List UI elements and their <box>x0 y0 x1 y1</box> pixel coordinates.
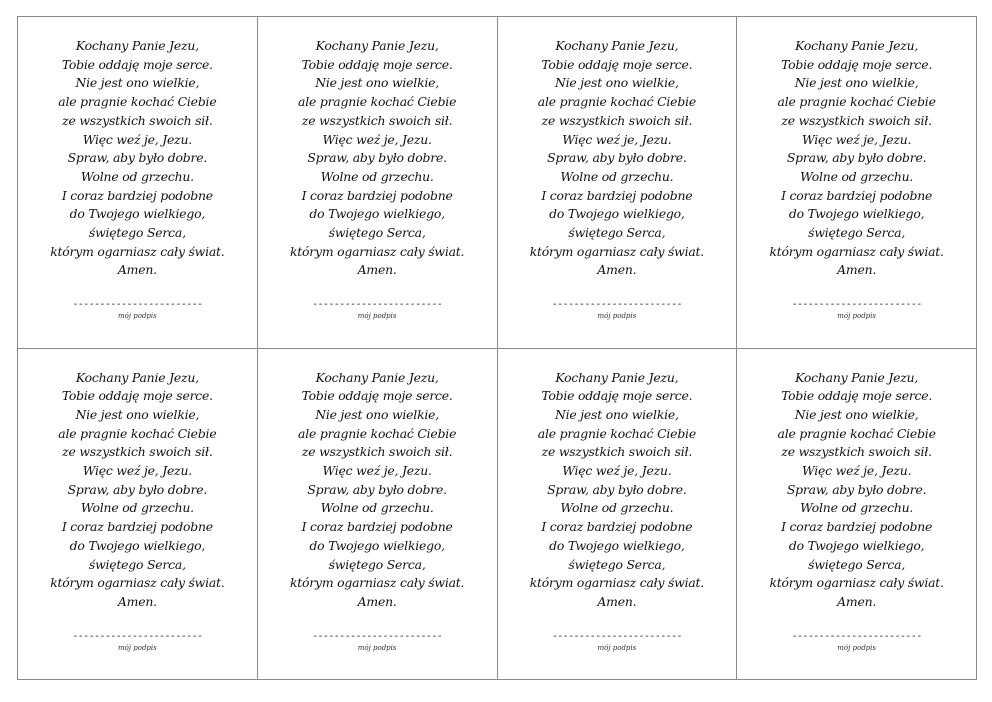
prayer-line: I coraz bardziej podobne <box>541 519 693 535</box>
prayer-line: Nie jest ono wielkie, <box>315 75 440 91</box>
prayer-line: Tobie oddaję moje serce. <box>301 388 453 404</box>
prayer-text <box>290 369 464 612</box>
prayer-line: ale pragnie kochać Ciebie <box>777 425 936 441</box>
signature-line: ------------------------ <box>72 299 203 311</box>
prayer-line: do Twojego wielkiego, <box>69 537 206 553</box>
prayer-text <box>530 369 704 612</box>
prayer-line: Kochany Panie Jezu, <box>75 38 199 53</box>
prayer-line: którym ogarniasz cały świat. <box>289 243 465 259</box>
prayer-line: Nie jest ono wielkie, <box>794 406 919 422</box>
prayer-line: świętego Serca, <box>328 556 426 572</box>
prayer-line: świętego Serca, <box>568 556 666 572</box>
prayer-card <box>18 17 258 349</box>
prayer-line: Kochany Panie Jezu, <box>315 38 439 53</box>
prayer-card <box>498 349 738 681</box>
prayer-line: którym ogarniasz cały świat. <box>529 243 705 259</box>
prayer-line: I coraz bardziej podobne <box>541 187 693 203</box>
prayer-line: do Twojego wielkiego, <box>69 206 206 222</box>
prayer-line: Kochany Panie Jezu, <box>555 38 679 53</box>
prayer-line: ze wszystkich swoich sił. <box>541 444 693 460</box>
prayer-line: Nie jest ono wielkie, <box>75 406 200 422</box>
prayer-line: Amen. <box>357 262 397 278</box>
prayer-line: do Twojego wielkiego, <box>788 537 925 553</box>
prayer-line: którym ogarniasz cały świat. <box>769 243 944 259</box>
prayer-line: którym ogarniasz cały świat. <box>50 575 225 591</box>
prayer-line: ze wszystkich swoich sił. <box>62 444 213 460</box>
prayer-line: Nie jest ono wielkie, <box>554 406 679 422</box>
prayer-line: Więc weź je, Jezu. <box>562 131 672 147</box>
prayer-card <box>737 349 977 681</box>
prayer-line: Tobie oddaję moje serce. <box>781 56 933 72</box>
signature-line: ------------------------ <box>72 630 203 642</box>
prayer-line: I coraz bardziej podobne <box>781 519 933 535</box>
prayer-line: Tobie oddaję moje serce. <box>781 388 933 404</box>
prayer-line: I coraz bardziej podobne <box>61 519 213 535</box>
prayer-text <box>769 369 943 612</box>
prayer-line: którym ogarniasz cały świat. <box>769 575 944 591</box>
prayer-line: świętego Serca, <box>88 225 186 241</box>
prayer-line: Spraw, aby było dobre. <box>547 481 687 497</box>
prayer-line: świętego Serca, <box>328 225 426 241</box>
prayer-line: ale pragnie kochać Ciebie <box>298 425 457 441</box>
prayer-line: Wolne od grzechu. <box>320 500 434 516</box>
prayer-line: ze wszystkich swoich sił. <box>62 112 213 128</box>
prayer-line: Kochany Panie Jezu, <box>75 369 199 385</box>
prayer-line: Więc weź je, Jezu. <box>82 131 193 147</box>
prayer-line: Amen. <box>837 262 877 278</box>
signature-caption: mój podpis <box>118 312 157 321</box>
prayer-line: ze wszystkich swoich sił. <box>541 112 693 128</box>
prayer-line: Tobie oddaję moje serce. <box>541 56 693 72</box>
prayer-line: ze wszystkich swoich sił. <box>781 444 932 460</box>
signature-line: ------------------------ <box>551 299 682 311</box>
prayer-line: Nie jest ono wielkie, <box>315 406 440 422</box>
prayer-line: Więc weź je, Jezu. <box>82 463 193 479</box>
signature-caption: mój podpis <box>837 643 876 652</box>
signature-caption: mój podpis <box>357 312 397 321</box>
prayer-line: Więc weź je, Jezu. <box>322 131 432 147</box>
prayer-card <box>258 17 498 349</box>
prayer-line: Spraw, aby było dobre. <box>307 481 447 497</box>
prayer-line: Kochany Panie Jezu, <box>795 38 919 53</box>
prayer-line: Wolne od grzechu. <box>800 168 914 184</box>
prayer-line: ze wszystkich swoich sił. <box>781 112 932 128</box>
prayer-line: Wolne od grzechu. <box>560 500 674 516</box>
prayer-card <box>737 17 977 349</box>
prayer-line: Spraw, aby było dobre. <box>67 150 208 166</box>
prayer-line: Spraw, aby było dobre. <box>307 150 447 166</box>
prayer-line: świętego Serca, <box>808 556 906 572</box>
prayer-text <box>50 37 224 280</box>
prayer-line: świętego Serca, <box>88 556 186 572</box>
prayer-line: do Twojego wielkiego, <box>549 206 685 222</box>
signature-line: ------------------------ <box>791 299 922 311</box>
prayer-line: Amen. <box>357 593 397 609</box>
prayer-card-sheet <box>17 16 977 680</box>
prayer-line: Tobie oddaję moje serce. <box>61 388 213 404</box>
signature-caption: mój podpis <box>118 643 157 652</box>
prayer-line: ale pragnie kochać Ciebie <box>537 94 696 110</box>
prayer-line: Więc weź je, Jezu. <box>801 131 912 147</box>
prayer-line: Wolne od grzechu. <box>80 168 194 184</box>
prayer-line: I coraz bardziej podobne <box>781 187 933 203</box>
prayer-line: Kochany Panie Jezu, <box>795 369 919 385</box>
prayer-text <box>769 37 943 280</box>
prayer-text <box>530 37 704 280</box>
prayer-line: świętego Serca, <box>808 225 906 241</box>
prayer-line: ze wszystkich swoich sił. <box>301 444 453 460</box>
prayer-line: Nie jest ono wielkie, <box>554 75 679 91</box>
prayer-line: Tobie oddaję moje serce. <box>541 388 693 404</box>
prayer-line: Amen. <box>117 262 157 278</box>
prayer-line: Wolne od grzechu. <box>560 168 674 184</box>
prayer-line: ze wszystkich swoich sił. <box>301 112 453 128</box>
prayer-line: Kochany Panie Jezu, <box>555 369 679 385</box>
prayer-line: do Twojego wielkiego, <box>309 537 445 553</box>
prayer-text <box>50 369 224 612</box>
prayer-line: I coraz bardziej podobne <box>301 519 453 535</box>
prayer-line: do Twojego wielkiego, <box>788 206 925 222</box>
prayer-line: Amen. <box>597 262 637 278</box>
prayer-line: ale pragnie kochać Ciebie <box>58 425 217 441</box>
prayer-line: Nie jest ono wielkie, <box>75 75 200 91</box>
prayer-text <box>290 37 464 280</box>
signature-caption: mój podpis <box>837 312 876 321</box>
prayer-line: ale pragnie kochać Ciebie <box>777 94 936 110</box>
prayer-line: Więc weź je, Jezu. <box>562 463 672 479</box>
prayer-line: Więc weź je, Jezu. <box>801 463 912 479</box>
prayer-line: Wolne od grzechu. <box>800 500 914 516</box>
prayer-line: ale pragnie kochać Ciebie <box>58 94 217 110</box>
prayer-line: Kochany Panie Jezu, <box>315 369 439 385</box>
prayer-line: Amen. <box>597 593 637 609</box>
signature-line: ------------------------ <box>791 630 922 642</box>
prayer-line: Wolne od grzechu. <box>80 500 194 516</box>
prayer-line: Spraw, aby było dobre. <box>786 481 927 497</box>
signature-caption: mój podpis <box>597 643 637 652</box>
prayer-card <box>258 349 498 681</box>
prayer-line: którym ogarniasz cały świat. <box>50 243 225 259</box>
prayer-line: Amen. <box>117 593 157 609</box>
prayer-line: Więc weź je, Jezu. <box>322 463 432 479</box>
prayer-line: Wolne od grzechu. <box>320 168 434 184</box>
prayer-line: Spraw, aby było dobre. <box>67 481 208 497</box>
prayer-card <box>498 17 738 349</box>
prayer-line: Spraw, aby było dobre. <box>786 150 927 166</box>
prayer-line: Tobie oddaję moje serce. <box>61 56 213 72</box>
signature-line: ------------------------ <box>551 630 682 642</box>
signature-line: ------------------------ <box>312 299 443 311</box>
prayer-line: ale pragnie kochać Ciebie <box>298 94 457 110</box>
signature-caption: mój podpis <box>597 312 637 321</box>
prayer-line: Nie jest ono wielkie, <box>794 75 919 91</box>
prayer-line: do Twojego wielkiego, <box>549 537 685 553</box>
prayer-line: Tobie oddaję moje serce. <box>301 56 453 72</box>
prayer-line: do Twojego wielkiego, <box>309 206 445 222</box>
prayer-line: świętego Serca, <box>568 225 666 241</box>
prayer-line: Spraw, aby było dobre. <box>547 150 687 166</box>
prayer-line: I coraz bardziej podobne <box>61 187 213 203</box>
prayer-card <box>18 349 258 681</box>
prayer-line: Amen. <box>837 593 877 609</box>
prayer-line: I coraz bardziej podobne <box>301 187 453 203</box>
prayer-line: którym ogarniasz cały świat. <box>289 575 465 591</box>
prayer-line: którym ogarniasz cały świat. <box>529 575 705 591</box>
signature-line: ------------------------ <box>312 630 443 642</box>
signature-caption: mój podpis <box>357 643 397 652</box>
prayer-line: ale pragnie kochać Ciebie <box>537 425 696 441</box>
